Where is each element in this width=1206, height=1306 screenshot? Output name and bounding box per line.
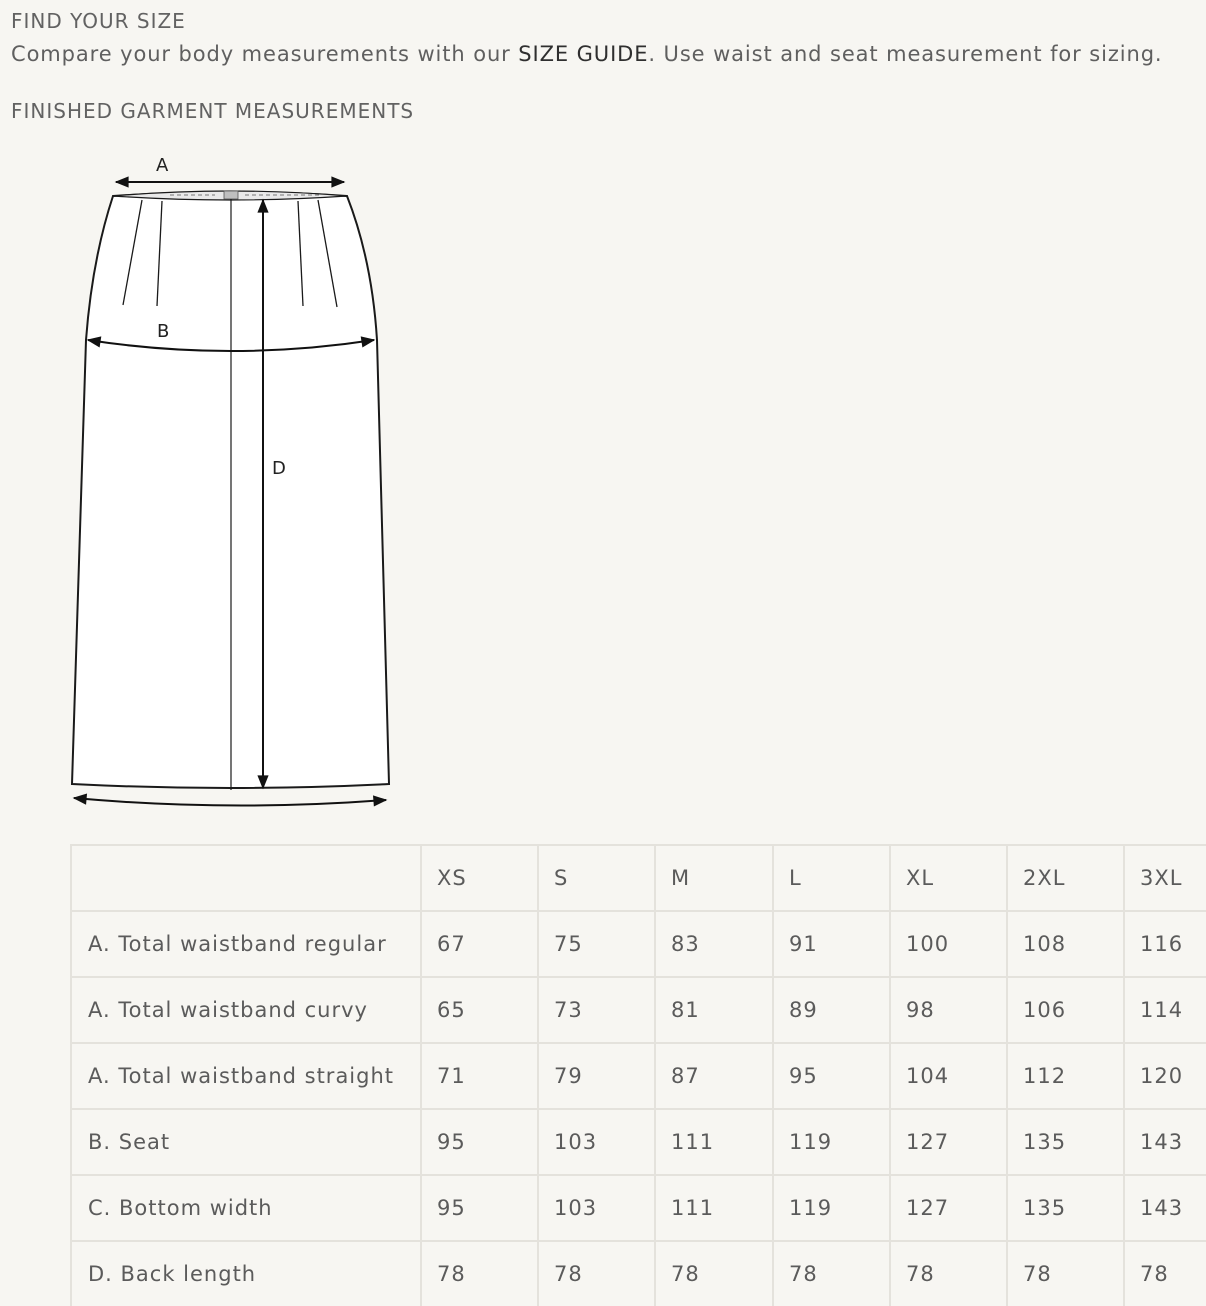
size-table	[70, 844, 1206, 1306]
table-cell: 143	[1124, 1175, 1206, 1241]
size-header-3xl: 3XL	[1124, 845, 1206, 911]
intro-text-before: Compare your body measurements with our	[11, 42, 519, 66]
table-cell: 106	[1007, 977, 1124, 1043]
waistband-button	[224, 191, 238, 199]
table-cell: 127	[890, 1175, 1007, 1241]
table-cell: 143	[1124, 1109, 1206, 1175]
row-label: A. Total waistband regular	[71, 911, 421, 977]
table-cell: 78	[773, 1241, 890, 1306]
size-guide-link[interactable]: SIZE GUIDE	[518, 42, 649, 66]
table-cell: 108	[1007, 911, 1124, 977]
table-cell: 78	[421, 1241, 538, 1306]
table-cell: 119	[773, 1109, 890, 1175]
table-cell: 104	[890, 1043, 1007, 1109]
size-header-s: S	[538, 845, 655, 911]
table-row	[71, 911, 1206, 977]
row-label: B. Seat	[71, 1109, 421, 1175]
label-d: D	[272, 458, 286, 479]
table-cell: 111	[655, 1109, 773, 1175]
skirt-measurement-diagram	[60, 148, 405, 818]
size-header-xs: XS	[421, 845, 538, 911]
table-cell: 79	[538, 1043, 655, 1109]
table-cell: 89	[773, 977, 890, 1043]
table-cell: 135	[1007, 1175, 1124, 1241]
table-cell: 98	[890, 977, 1007, 1043]
label-b: B	[157, 321, 170, 342]
table-cell: 78	[1124, 1241, 1206, 1306]
table-cell: 103	[538, 1109, 655, 1175]
table-row	[71, 1175, 1206, 1241]
size-header-2xl: 2XL	[1007, 845, 1124, 911]
table-cell: 135	[1007, 1109, 1124, 1175]
find-your-size-heading: FIND YOUR SIZE	[11, 9, 186, 33]
size-header-xl: XL	[890, 845, 1007, 911]
table-cell: 73	[538, 977, 655, 1043]
table-cell: 127	[890, 1109, 1007, 1175]
table-cell: 78	[538, 1241, 655, 1306]
table-cell: 103	[538, 1175, 655, 1241]
table-cell: 119	[773, 1175, 890, 1241]
table-cell: 87	[655, 1043, 773, 1109]
table-cell: 71	[421, 1043, 538, 1109]
row-label: A. Total waistband straight	[71, 1043, 421, 1109]
label-a: A	[156, 155, 169, 176]
table-cell: 95	[773, 1043, 890, 1109]
table-cell: 120	[1124, 1043, 1206, 1109]
table-cell: 81	[655, 977, 773, 1043]
size-intro-text	[11, 42, 1163, 66]
row-label: D. Back length	[71, 1241, 421, 1306]
table-row	[71, 977, 1206, 1043]
finished-garment-heading: FINISHED GARMENT MEASUREMENTS	[11, 99, 415, 123]
intro-text-after: . Use waist and seat measurement for sizing.	[648, 42, 1163, 66]
table-row	[71, 1241, 1206, 1306]
table-cell: 111	[655, 1175, 773, 1241]
row-label: C. Bottom width	[71, 1175, 421, 1241]
table-cell: 116	[1124, 911, 1206, 977]
table-row	[71, 1109, 1206, 1175]
table-cell: 78	[655, 1241, 773, 1306]
table-cell: 95	[421, 1175, 538, 1241]
table-cell: 78	[890, 1241, 1007, 1306]
table-cell: 83	[655, 911, 773, 977]
table-row	[71, 1043, 1206, 1109]
table-cell: 112	[1007, 1043, 1124, 1109]
table-cell: 75	[538, 911, 655, 977]
table-cell: 65	[421, 977, 538, 1043]
table-cell: 78	[1007, 1241, 1124, 1306]
table-cell: 95	[421, 1109, 538, 1175]
header-blank-cell	[71, 845, 421, 911]
bottom-arrow	[74, 798, 386, 806]
table-cell: 114	[1124, 977, 1206, 1043]
row-label: A. Total waistband curvy	[71, 977, 421, 1043]
size-header-l: L	[773, 845, 890, 911]
size-header-row	[71, 845, 1206, 911]
table-cell: 100	[890, 911, 1007, 977]
size-header-m: M	[655, 845, 773, 911]
table-cell: 91	[773, 911, 890, 977]
table-cell: 67	[421, 911, 538, 977]
